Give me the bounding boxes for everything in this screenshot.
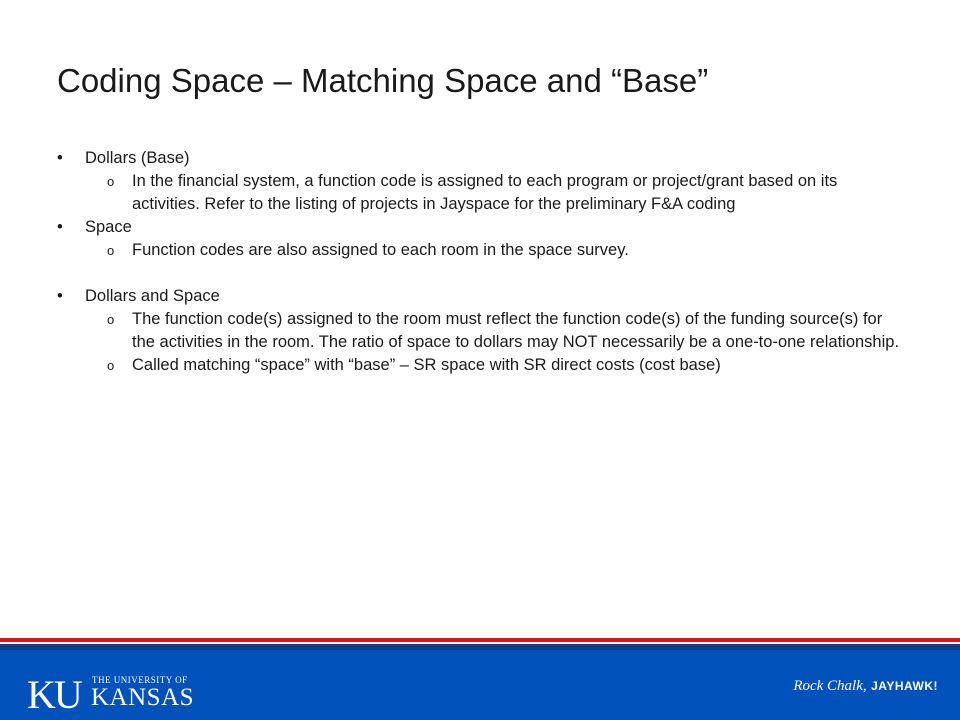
bullet-item: [57, 285, 907, 308]
ku-logo-kansas-text: KANSAS: [91, 684, 195, 711]
sub-bullet-item: [57, 308, 907, 354]
sub-bullet-item: [57, 239, 907, 262]
bullet-marker: •: [57, 149, 63, 167]
bullet-marker: •: [57, 218, 63, 236]
sub-bullet-text: Function codes are also assigned to each room in the space survey.: [132, 241, 629, 259]
bullet-text: Space: [85, 218, 132, 236]
sub-bullet-text: Called matching “space” with “base” – SR space with SR direct costs (cost base): [132, 356, 721, 374]
tagline: [793, 677, 938, 695]
sub-bullet-text: The function code(s) assigned to the room must reflect the function code(s) of the funding source(s) for the activities in the room. The ratio of space to dollars may NOT necessarily be a one-to-one relationship.: [132, 310, 900, 351]
sub-bullet-item: [57, 354, 907, 377]
slide-body: [57, 147, 907, 377]
slide-title: Coding Space – Matching Space and “Base”: [57, 62, 709, 99]
sub-bullet-marker: o: [107, 358, 115, 373]
tagline-jayhawk: JAYHAWK!: [871, 679, 938, 693]
ku-logo-university-text: THE UNIVERSITY OF: [92, 675, 188, 685]
footer-band: [0, 650, 960, 720]
tagline-script: Rock Chalk,: [793, 678, 867, 694]
bullet-text: Dollars (Base): [85, 149, 190, 167]
sub-bullet-marker: o: [107, 312, 115, 327]
bullet-text: Dollars and Space: [85, 287, 220, 305]
sub-bullet-item: [57, 170, 907, 216]
bullet-item: [57, 216, 907, 239]
ku-logo-letters: KU: [27, 672, 81, 717]
footer-banner: [0, 638, 960, 720]
bullet-item: [57, 147, 907, 170]
sub-bullet-text: In the financial system, a function code is assigned to each program or project/grant based on its activities. Refer to the listing of projects in Jayspace for the preliminary F&A coding: [132, 172, 838, 213]
bullet-marker: •: [57, 287, 63, 305]
sub-bullet-marker: o: [107, 174, 115, 189]
sub-bullet-marker: o: [107, 243, 115, 258]
spacer: [57, 262, 907, 285]
